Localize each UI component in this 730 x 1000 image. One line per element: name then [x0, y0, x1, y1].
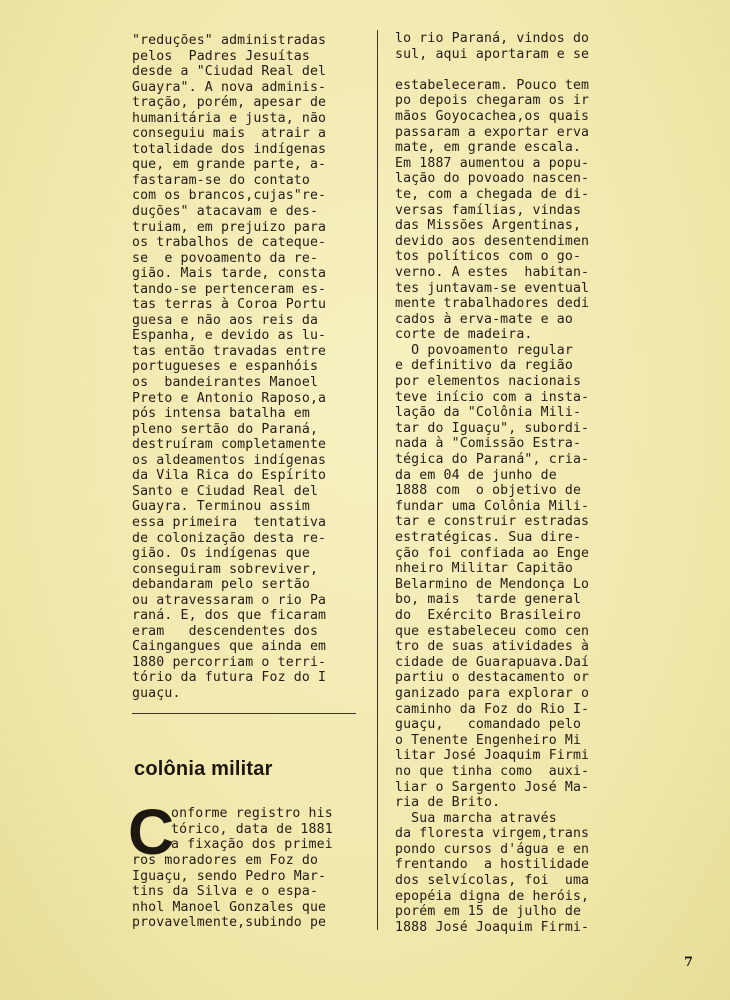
text-line: da em 04 de junho de	[395, 467, 557, 483]
text-line: estratégicas. Sua dire-	[395, 530, 582, 545]
text-line: tração, porém, apesar de	[132, 95, 327, 111]
section-heading: colônia militar	[134, 758, 273, 780]
text-line: do Exército Brasileiro	[395, 607, 582, 623]
text-line: tes juntavam-se eventual	[395, 280, 590, 296]
text-line: humanitária e justa, não	[132, 110, 327, 126]
text-line: o Tenente Engenheiro Mi	[395, 732, 582, 748]
text-line: gião. Mais tarde, consta	[132, 266, 327, 282]
text-line: conseguiram sobreviver,	[132, 561, 319, 577]
text-line: truiam, em prejuizo para	[132, 219, 327, 235]
text-line: provavelmente,subindo pe	[132, 915, 327, 931]
text-line: raná. E, dos que ficaram	[132, 608, 327, 624]
text-line: os bandeirantes Manoel	[132, 375, 319, 391]
text-line: ros moradores em Foz do	[132, 853, 319, 868]
text-line: tro de suas atividades à	[395, 639, 590, 655]
text-line: nhol Manoel Gonzales que	[132, 899, 327, 915]
text-line: conseguiu mais atrair a	[132, 126, 327, 142]
text-line: tório da futura Foz do I	[132, 670, 327, 686]
text-line: pondo cursos d'água e en	[395, 841, 590, 857]
right-column-text	[395, 31, 620, 935]
text-line: fundar uma Colônia Mili-	[395, 498, 590, 514]
text-line: pleno sertão do Paraná,	[132, 421, 319, 437]
text-line: guaçu, comandado pelo	[395, 717, 582, 733]
drop-cap: C	[128, 796, 175, 868]
text-line: eram descendentes dos	[132, 623, 319, 639]
text-line: os aldeamentos indígenas	[132, 452, 327, 468]
text-line: Guayra. Terminou assim	[132, 499, 310, 515]
text-line: tando-se pertenceram es-	[132, 281, 327, 297]
text-line: tégica do Paraná", cria-	[395, 452, 590, 468]
text-line	[395, 62, 620, 78]
text-line: devido aos desentendimen	[395, 233, 590, 249]
text-line: Espanha, e devido as lu-	[132, 328, 327, 344]
text-line: dos selvícolas, foi uma	[395, 873, 590, 889]
text-line: onforme registro his	[171, 806, 333, 821]
text-line: Belarmino de Mendonça Lo	[395, 576, 590, 592]
text-line: e definitivo da região	[395, 358, 573, 374]
text-line: tas terras à Coroa Portu	[132, 297, 327, 313]
text-line: Santo e Ciudad Real del	[132, 483, 319, 499]
text-line: lação do povoado nascen-	[395, 171, 590, 187]
text-line: Guayra". A nova adminis-	[132, 79, 327, 95]
text-line: Caingangues que ainda em	[132, 639, 327, 655]
text-line: po depois chegaram os ir	[395, 93, 590, 109]
text-line: Iguaçu, sendo Pedro Mar-	[132, 868, 327, 884]
text-line: 1880 percorriam o terri-	[132, 654, 327, 670]
text-line: os trabalhos de cateque-	[132, 235, 327, 251]
text-line: O povoamento regular	[395, 342, 573, 358]
text-line: por elementos nacionais	[395, 374, 582, 390]
text-line: totalidade dos indígenas	[132, 141, 327, 157]
text-line: a fixação dos primei	[171, 837, 333, 853]
text-line: 1888 José Joaquim Firmi-	[395, 919, 590, 935]
text-line: guesa e não aos reis da	[132, 312, 319, 328]
text-line: estabeleceram. Pouco tem	[395, 77, 590, 93]
text-line: no que tinha como auxi-	[395, 763, 590, 779]
intro-full-text	[132, 853, 356, 931]
text-line: verno. A estes habitan-	[395, 264, 590, 280]
text-line: nheiro Militar Capitão	[395, 561, 573, 577]
text-line: pós intensa batalha em	[132, 406, 310, 422]
text-line: gião. Os indígenas que	[132, 546, 310, 562]
text-line: "reduções" administradas	[132, 33, 327, 48]
text-line: bo, mais tarde general	[395, 592, 582, 608]
text-line: Sua marcha através	[395, 810, 557, 826]
text-line: versas famílias, vindas	[395, 202, 582, 218]
section-end-rule	[132, 713, 356, 714]
text-line: com os brancos,cujas"re-	[132, 188, 327, 204]
text-line: desde a "Ciudad Real del	[132, 64, 327, 80]
text-line: essa primeira tentativa	[132, 514, 327, 530]
intro-indented-text	[171, 806, 356, 853]
text-line: litar José Joaquim Firmi	[395, 748, 590, 764]
text-line: tas então travadas entre	[132, 343, 327, 359]
text-line: ou atravessaram o rio Pa	[132, 592, 327, 608]
text-line: da Vila Rica do Espírito	[132, 468, 327, 484]
text-line: pelos Padres Jesuítas	[132, 48, 310, 64]
text-line: cados à erva-mate e ao	[395, 311, 573, 327]
text-line: mãos Goyocachea,os quais	[395, 108, 590, 124]
text-line: portugueses e espanhóis	[132, 359, 319, 375]
text-line: porém em 15 de julho de	[395, 904, 582, 920]
text-line: Em 1887 aumentou a popu-	[395, 155, 590, 171]
text-line: tos políticos com o go-	[395, 249, 582, 265]
text-line: ganizado para explorar o	[395, 685, 590, 701]
text-line: mate, em grande escala.	[395, 140, 582, 156]
text-line: cidade de Guarapuava.Daí	[395, 654, 590, 670]
text-line: debandaram pelo sertão	[132, 577, 310, 593]
text-line: frentando a hostilidade	[395, 857, 590, 873]
text-line: destruíram completamente	[132, 437, 327, 453]
text-line: que estabeleceu como cen	[395, 623, 590, 639]
text-line: tins da Silva e o espa-	[132, 884, 319, 900]
text-line: lo rio Paraná, vindos do	[395, 31, 590, 46]
text-line: tar do Iguaçu", subordi-	[395, 420, 590, 436]
text-line: te, com a chegada de di-	[395, 186, 590, 202]
text-line: fastaram-se do contato	[132, 172, 310, 188]
text-line: passaram a exportar erva	[395, 124, 590, 140]
left-column-text	[132, 33, 356, 702]
text-line: epopéia digna de heróis,	[395, 888, 590, 904]
text-line: tórico, data de 1881	[171, 821, 333, 837]
text-line: 1888 com o objetivo de	[395, 483, 582, 499]
text-line: da floresta virgem,trans	[395, 826, 590, 842]
text-line: corte de madeira.	[395, 327, 533, 343]
text-line: tar e construir estradas	[395, 514, 590, 530]
text-line: Preto e Antonio Raposo,a	[132, 390, 327, 406]
text-line: lação da "Colônia Mili-	[395, 405, 582, 421]
text-line: partiu o destacamento or	[395, 670, 590, 686]
text-line: liar o Sargento José Ma-	[395, 779, 590, 795]
text-line: ção foi confiada ao Enge	[395, 545, 590, 561]
text-line: caminho da Foz do Rio I-	[395, 701, 590, 717]
text-line: ria de Brito.	[395, 795, 501, 811]
text-line: nada à "Comissão Estra-	[395, 436, 582, 452]
text-line: sul, aqui aportaram e se	[395, 46, 590, 62]
text-line: das Missões Argentinas,	[395, 218, 582, 234]
text-line: duções" atacavam e des-	[132, 204, 319, 220]
text-line: que, em grande parte, a-	[132, 157, 327, 173]
text-line: teve início com a insta-	[395, 389, 590, 405]
text-line: mente trabalhadores dedi	[395, 296, 590, 312]
text-line: se e povoamento da re-	[132, 250, 319, 266]
text-line: guaçu.	[132, 685, 181, 701]
column-divider	[377, 30, 378, 930]
page-number: 7	[684, 955, 694, 970]
text-line: de colonização desta re-	[132, 530, 327, 546]
